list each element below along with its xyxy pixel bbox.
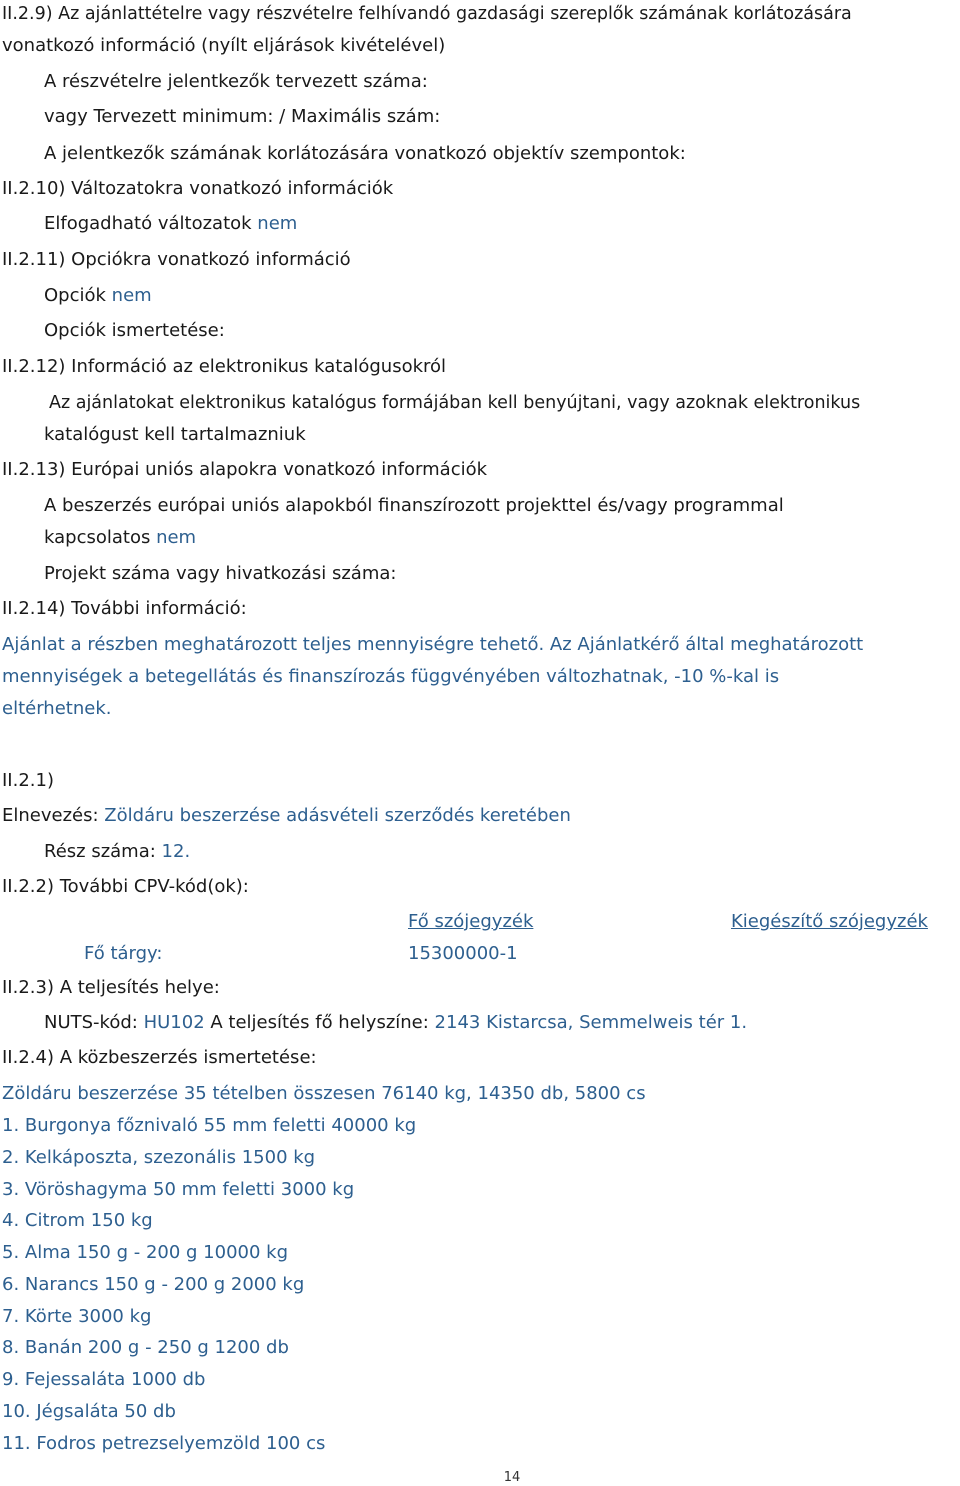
- catalog-text-2: katalógust kell tartalmazniuk: [44, 424, 306, 445]
- description-summary: Zöldáru beszerzése 35 tételben összesen 76140 kg, 14350 db, 5800 cs: [2, 1083, 646, 1104]
- name-label: Elnevezés:: [2, 805, 99, 826]
- section-heading-ii-2-1: II.2.1): [2, 770, 54, 791]
- options-row: [44, 285, 152, 307]
- list-item: 7. Körte 3000 kg: [2, 1306, 152, 1327]
- cpv-col-main: Fő szójegyzék: [408, 911, 534, 932]
- catalog-text-1: Az ajánlatokat elektronikus katalógus formájában kell benyújtani, vagy azoknak elektronikus: [49, 393, 861, 413]
- variants-value: nem: [257, 213, 298, 234]
- additional-info-2: mennyiségek a betegellátás és finanszírozás függvényében változhatnak, -10 %-kal is: [2, 666, 780, 687]
- section-heading-ii-2-9-cont: vonatkozó információ (nyílt eljárások kivételével): [2, 35, 446, 56]
- additional-info-1: [2, 634, 863, 656]
- section-heading-ii-2-11: II.2.11) Opciókra vonatkozó információ: [2, 249, 351, 270]
- section-heading-ii-2-2: II.2.2) További CPV-kód(ok):: [2, 876, 249, 897]
- place-label: A teljesítés fő helyszíne:: [204, 1012, 429, 1033]
- list-item: 4. Citrom 150 kg: [2, 1210, 153, 1231]
- list-item: 2. Kelkáposzta, szezonális 1500 kg: [2, 1147, 316, 1168]
- section-heading-ii-2-9: II.2.9) Az ajánlattételre vagy részvételre felhívandó gazdasági szereplők számának korlátozására: [2, 4, 852, 24]
- eu-funds-label: kapcsolatos: [44, 527, 151, 548]
- part-label: Rész száma:: [44, 841, 156, 862]
- criteria-label: A jelentkezők számának korlátozására vonatkozó objektív szempontok:: [44, 143, 686, 164]
- cpv-main-value: 15300000-1: [408, 943, 518, 964]
- variants-label: Elfogadható változatok: [44, 213, 252, 234]
- variants-row: [44, 213, 297, 235]
- cpv-main-label: Fő tárgy:: [84, 943, 163, 964]
- part-row: [44, 841, 190, 863]
- list-item: 10. Jégsaláta 50 db: [2, 1401, 176, 1422]
- section-heading-ii-2-12: II.2.12) Információ az elektronikus katalógusokról: [2, 356, 447, 377]
- section-heading-ii-2-4: II.2.4) A közbeszerzés ismertetése:: [2, 1047, 317, 1068]
- options-label: Opciók: [44, 285, 106, 306]
- additional-info-3: eltérhetnek.: [2, 698, 112, 719]
- min-max-label: vagy Tervezett minimum: / Maximális szám:: [44, 106, 441, 127]
- section-heading-ii-2-10: II.2.10) Változatokra vonatkozó információk: [2, 178, 394, 199]
- eu-funds-row: [44, 527, 196, 549]
- list-item: 1. Burgonya főznivaló 55 mm feletti 40000 kg: [2, 1115, 417, 1136]
- section-heading-ii-2-13: II.2.13) Európai uniós alapokra vonatkozó információk: [2, 459, 488, 480]
- eu-funds-value: nem: [156, 527, 197, 548]
- section-heading-ii-2-3: II.2.3) A teljesítés helye:: [2, 977, 220, 998]
- planned-count-label: A részvételre jelentkezők tervezett száma:: [44, 71, 428, 92]
- part-value: 12.: [161, 841, 191, 862]
- section-heading-ii-2-14: II.2.14) További információ:: [2, 598, 247, 619]
- additional-info-1a: Ajánlat a részben meghatározott teljes mennyiségre tehető.: [2, 634, 545, 655]
- name-value: Zöldáru beszerzése adásvételi szerződés keretében: [104, 805, 571, 826]
- cpv-col-supplementary: Kiegészítő szójegyzék: [731, 911, 928, 932]
- project-number-label: Projekt száma vagy hivatkozási száma:: [44, 563, 397, 584]
- list-item: 5. Alma 150 g - 200 g 10000 kg: [2, 1242, 288, 1263]
- options-value: nem: [111, 285, 152, 306]
- list-item: 11. Fodros petrezselyemzöld 100 cs: [2, 1433, 326, 1454]
- name-row: [2, 805, 571, 827]
- nuts-label: NUTS-kód:: [44, 1012, 138, 1033]
- additional-info-1b: Az Ajánlatkérő által meghatározott: [544, 634, 864, 655]
- page-number: 14: [503, 1470, 521, 1485]
- list-item: 6. Narancs 150 g - 200 g 2000 kg: [2, 1274, 305, 1295]
- nuts-value: HU102: [143, 1012, 205, 1033]
- eu-funds-text-1: A beszerzés európai uniós alapokból finanszírozott projekttel és/vagy programmal: [44, 495, 784, 516]
- list-item: 8. Banán 200 g - 250 g 1200 db: [2, 1337, 289, 1358]
- place-row: [44, 1012, 747, 1034]
- options-desc-label: Opciók ismertetése:: [44, 320, 225, 341]
- list-item: 3. Vöröshagyma 50 mm feletti 3000 kg: [2, 1179, 355, 1200]
- place-value: 2143 Kistarcsa, Semmelweis tér 1.: [434, 1012, 748, 1033]
- list-item: 9. Fejessaláta 1000 db: [2, 1369, 206, 1390]
